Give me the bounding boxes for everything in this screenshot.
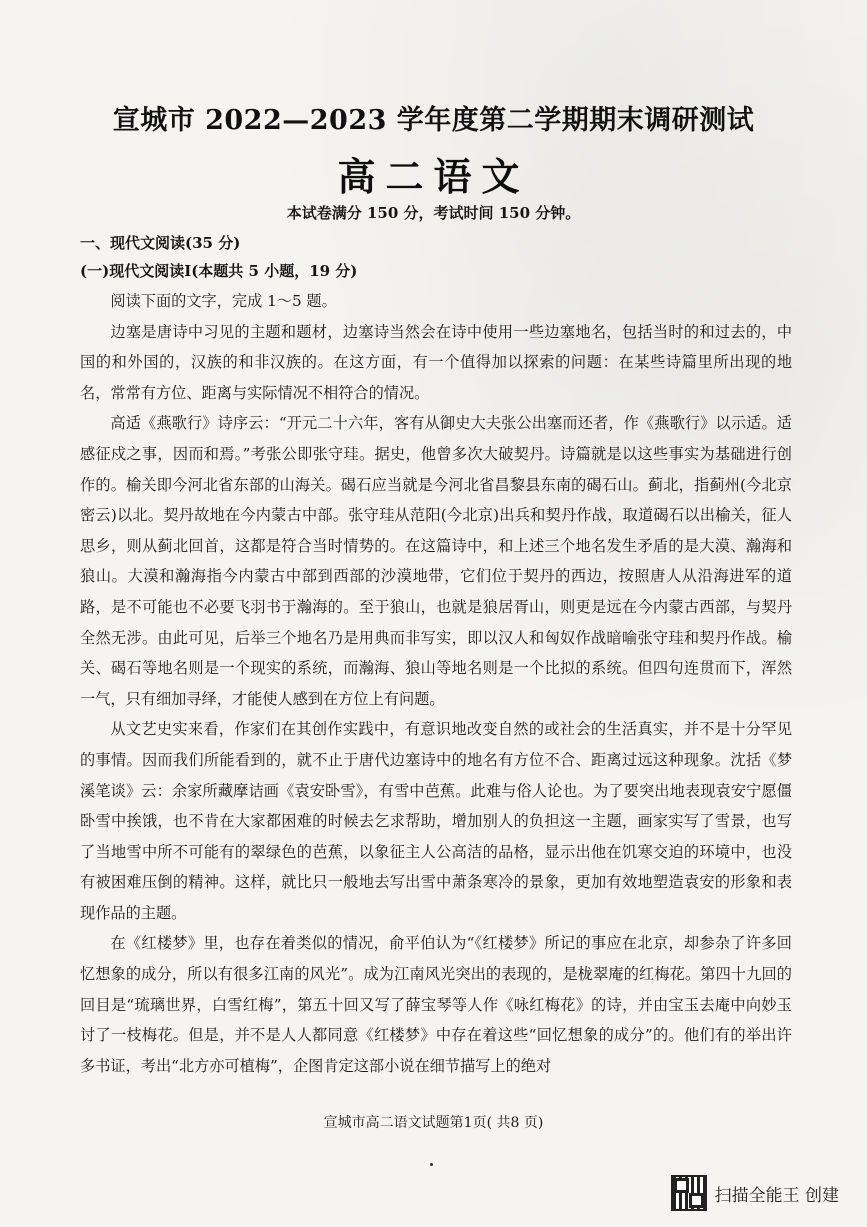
reading-passage: [80, 286, 792, 1081]
subject-title: 高二语文: [337, 154, 530, 199]
passage-paragraph: 高适《燕歌行》诗序云：“开元二十六年，客有从御史大夫张公出塞而还者，作《燕歌行》以示适。适感征戍之事，因而和焉。”考张公即张守珪。据史，他曾多次大破契丹。诗篇就是以这些事实为基础进行创作的。榆关即今河北省东部的山海关。碣石应当就是今河北省昌黎县东南的碣石山。蓟北，指蓟州(今北京密云)以北。契丹故地在今内蒙古中部。张守珪从范阳(今北京)出兵和契丹作战，取道碣石以出榆关，征人思乡，则从蓟北回首，这都是符合当时情势的。在这篇诗中，和上述三个地名发生矛盾的是大漠、瀚海和狼山。大漠和瀚海指今内蒙古中部到西部的沙漠地带，它们位于契丹的西边，按照唐人从沿海进军的道路，是不可能也不必要飞羽书于瀚海的。至于狼山，也就是狼居胥山，则更是远在今内蒙古西部，与契丹全然无涉。由此可见，后举三个地名乃是用典而非写实，即以汉人和匈奴作战暗喻张守珪和契丹作战。榆关、碣石等地名则是一个现实的系统，而瀚海、狼山等地名则是一个比拟的系统。但四句连贯而下，浑然一气，只有细加寻绎，才能使人感到在方位上有问题。: [80, 414, 792, 708]
qr-code-icon: [671, 1175, 707, 1211]
passage-paragraph: 边塞是唐诗中习见的主题和题材，边塞诗当然会在诗中使用一些边塞地名，包括当时的和过去的，中国的和外国的，汉族的和非汉族的。在这方面，有一个值得加以探索的问题：在某些诗篇里所出现的地名，常常有方位、距离与实际情况不相符合的情况。: [80, 322, 792, 402]
page-footer: 宣城市高二语文试题第1页( 共8 页): [323, 1115, 544, 1131]
scanner-watermark: [671, 1175, 839, 1211]
instruction-text: 阅读下面的文字，完成 1～5 题。: [110, 292, 337, 310]
exam-title: 宣城市 2022—2023 学年度第二学期期末调研测试: [112, 105, 755, 136]
section-part-one-sub-heading: (一)现代文阅读Ⅰ(本题共 5 小题，19 分): [80, 262, 358, 280]
scanner-label: 扫描全能王 创建: [714, 1185, 839, 1206]
section-part-one-heading: 一、现代文阅读(35 分): [80, 234, 241, 252]
exam-info: 本试卷满分 150 分，考试时间 150 分钟。: [286, 204, 581, 222]
scan-speck: [430, 1163, 433, 1166]
passage-paragraph: 从文艺史实来看，作家们在其创作实践中，有意识地改变自然的或社会的生活真实，并不是十分罕见的事情。因而我们所能看到的，就不止于唐代边塞诗中的地名有方位不合、距离过远这种现象。沈括《梦溪笔谈》云：余家所藏摩诘画《袁安卧雪》，有雪中芭蕉。此难与俗人论也。为了要突出地表现袁安宁愿僵卧雪中挨饿，也不肯在大家都困难的时候去乞求帮助，增加别人的负担这一主题，画家实写了雪景，也写了当地雪中所不可能有的翠绿色的芭蕉，以象征主人公高洁的品格，显示出他在饥寒交迫的环境中，也没有被困难压倒的精神。这样，就比只一般地去写出雪中萧条寒冷的景象，更加有效地塑造袁安的形象和表现作品的主题。: [80, 720, 792, 922]
passage-paragraph: 在《红楼梦》里，也存在着类似的情况，俞平伯认为“《红楼梦》所记的事应在北京，却参杂了许多回忆想象的成分，所以有很多江南的风光”。成为江南风光突出的表现的，是栊翠庵的红梅花。第四十九回的回目是“琉璃世界，白雪红梅”，第五十回又写了薛宝琴等人作《咏红梅花》的诗，并由宝玉去庵中向妙玉讨了一枝梅花。但是，并不是人人都同意《红楼梦》中存在着这些“回忆想象的成分”的。他们有的举出许多书证，考出“北方亦可植梅”，企图肯定这部小说在细节描写上的绝对: [80, 934, 792, 1075]
